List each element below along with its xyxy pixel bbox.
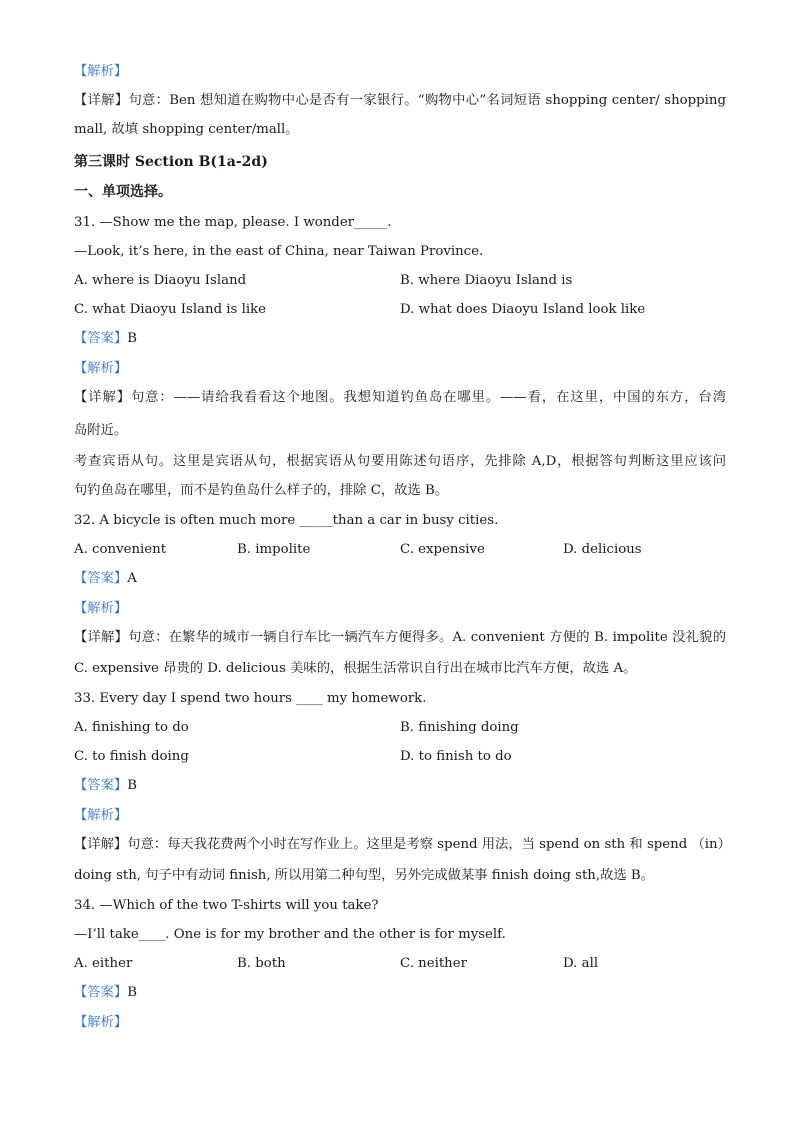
option-c: C. to finish doing bbox=[74, 749, 189, 764]
part-title: 一、单项选择。 bbox=[74, 184, 172, 200]
detail-text: 句钓鱼岛在哪里，而不是钓鱼岛什么样子的，排除 C，故选 B。 bbox=[74, 483, 449, 498]
answer-label: 【答案】 bbox=[74, 778, 128, 793]
option-c: C. expensive bbox=[400, 542, 485, 557]
detail-text: 岛附近。 bbox=[74, 423, 128, 438]
answer-label: 【答案】 bbox=[74, 571, 128, 586]
detail-text: doing sth, 句子中有动词 finish, 所以用第二种句型，另外完成做某事 finish doing sth,故选 B。 bbox=[74, 868, 654, 883]
analysis-label: 【解析】 bbox=[74, 808, 128, 823]
option-a: A. convenient bbox=[74, 542, 167, 557]
detail-text: 【详解】句意：在繁华的城市一辆自行车比一辆汽车方便得多。A. convenient 方便的 B. impolite 没礼貌的 bbox=[74, 630, 726, 645]
question-stem: 32. A bicycle is often much more _____than a car in busy cities. bbox=[74, 513, 499, 528]
detail-text: mall, 故填 shopping center/mall。 bbox=[74, 122, 299, 137]
option-b: B. finishing doing bbox=[400, 720, 519, 735]
analysis-label: 【解析】 bbox=[74, 64, 128, 79]
answer-value: A bbox=[127, 571, 137, 586]
option-a: A. either bbox=[74, 956, 133, 971]
answer-value: B bbox=[127, 778, 137, 793]
option-d: D. delicious bbox=[563, 542, 642, 557]
option-c: C. neither bbox=[400, 956, 467, 971]
question-stem: 34. —Which of the two T-shirts will you take? bbox=[74, 898, 379, 913]
question-reply: —Look, it’s here, in the east of China, near Taiwan Province. bbox=[74, 244, 484, 259]
answer-line bbox=[74, 329, 137, 349]
answer-line bbox=[74, 983, 137, 1003]
option-d: D. all bbox=[563, 956, 599, 971]
analysis-label: 【解析】 bbox=[74, 1015, 128, 1030]
detail-text: C. expensive 昂贵的 D. delicious 美味的，根据生活常识自行出在城市比汽车方便，故选 A。 bbox=[74, 661, 637, 676]
section-title: 第三课时 Section B(1a-2d) bbox=[74, 154, 268, 170]
option-a: A. where is Diaoyu Island bbox=[74, 273, 247, 288]
option-b: B. both bbox=[237, 956, 286, 971]
answer-value: B bbox=[127, 331, 137, 346]
option-d: D. what does Diaoyu Island look like bbox=[400, 302, 646, 317]
option-b: B. impolite bbox=[237, 542, 311, 557]
detail-text: 【详解】句意：Ben 想知道在购物中心是否有一家银行。“购物中心”名词短语 shopping center/ shopping bbox=[74, 93, 726, 108]
analysis-label: 【解析】 bbox=[74, 601, 128, 616]
analysis-label: 【解析】 bbox=[74, 361, 128, 376]
option-a: A. finishing to do bbox=[74, 720, 189, 735]
option-c: C. what Diaoyu Island is like bbox=[74, 302, 267, 317]
answer-line bbox=[74, 569, 137, 589]
question-stem: 33. Every day I spend two hours ____ my homework. bbox=[74, 691, 427, 706]
answer-line bbox=[74, 776, 137, 796]
detail-text: 考查宾语从句。这里是宾语从句，根据宾语从句要用陈述句语序，先排除 A,D，根据答句判断这里应该问 bbox=[74, 454, 726, 469]
answer-value: B bbox=[127, 985, 137, 1000]
answer-label: 【答案】 bbox=[74, 985, 128, 1000]
option-b: B. where Diaoyu Island is bbox=[400, 273, 573, 288]
question-reply: —I’ll take____. One is for my brother and the other is for myself. bbox=[74, 927, 506, 942]
question-stem: 31. —Show me the map, please. I wonder_____. bbox=[74, 215, 392, 230]
option-d: D. to finish to do bbox=[400, 749, 512, 764]
detail-text: 【详解】句意：每天我花费两个小时在写作业上。这里是考察 spend 用法，当 spend on sth 和 spend （in） bbox=[74, 837, 731, 852]
answer-label: 【答案】 bbox=[74, 331, 128, 346]
detail-text: 【详解】句意：——请给我看看这个地图。我想知道钓鱼岛在哪里。——看，在这里，中国的东方，台湾 bbox=[74, 390, 726, 405]
